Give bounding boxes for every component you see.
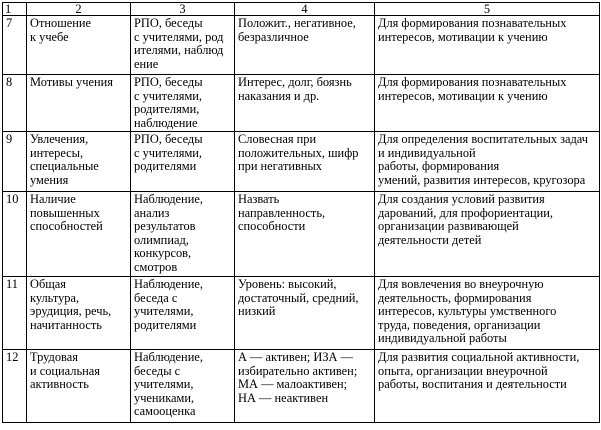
purpose-cell: Для вовлечения во внеурочную деятельность, формирования интересов, культуры умственного труда, поведения, организации индивидуальной работы — [375, 277, 600, 350]
criteria-cell: Положит., негативное, безразличное — [235, 16, 375, 75]
indicator-cell: Трудовая и социальная активность — [27, 350, 131, 423]
purpose-cell: Для развития социальной активности, опыта, организации внеурочной работы, воспитания и деятельности — [375, 350, 600, 423]
table-row — [3, 132, 600, 192]
table-row — [3, 350, 600, 423]
methods-cell: Наблюдение, беседа с учителями, родителями — [131, 277, 235, 350]
indicator-cell: Наличие повышенных способностей — [27, 192, 131, 277]
methods-cell: РПО, беседы с учителями, род ителями, наблюд ение — [131, 16, 235, 75]
column-header-2: 2 — [27, 3, 131, 16]
row-number: 12 — [3, 350, 27, 423]
criteria-cell: Уровень: высокий, достаточный, средний, низкий — [235, 277, 375, 350]
criteria-cell: Словесная при положительных, шифр при негативных — [235, 132, 375, 192]
row-number: 10 — [3, 192, 27, 277]
table-body — [3, 16, 600, 423]
methods-cell: РПО, беседы с учителями, родителями — [131, 132, 235, 192]
column-header-3: 3 — [131, 3, 235, 16]
methods-cell: Наблюдение, анализ результатов олимпиад, конкурсов, смотров — [131, 192, 235, 277]
methods-cell: Наблюдение, беседы с учителями, учениками, самооценка — [131, 350, 235, 423]
table-row — [3, 277, 600, 350]
table-row — [3, 192, 600, 277]
indicator-cell: Мотивы учения — [27, 75, 131, 132]
row-number: 9 — [3, 132, 27, 192]
header-row — [3, 3, 600, 16]
table-header — [3, 3, 600, 16]
indicator-cell: Отношение к учебе — [27, 16, 131, 75]
row-number: 8 — [3, 75, 27, 132]
criteria-cell: А — активен; ИЗА — избирательно активен; МА — малоактивен; НА — неактивен — [235, 350, 375, 423]
indicator-cell: Увлечения, интересы, специальные умения — [27, 132, 131, 192]
indicator-cell: Общая культура, эрудиция, речь, начитанность — [27, 277, 131, 350]
table-row — [3, 16, 600, 75]
column-header-4: 4 — [235, 3, 375, 16]
row-number: 11 — [3, 277, 27, 350]
purpose-cell: Для создания условий развития дарований, для профориентации, организации развивающей деятельности детей — [375, 192, 600, 277]
methods-cell: РПО, беседы с учителями, родителями, наблюдение — [131, 75, 235, 132]
purpose-cell: Для формирования познавательных интересов, мотивации к учению — [375, 75, 600, 132]
column-header-1: 1 — [3, 3, 27, 16]
criteria-cell: Назвать направленность, способности — [235, 192, 375, 277]
column-header-5: 5 — [375, 3, 600, 16]
data-table — [2, 2, 600, 423]
purpose-cell: Для формирования познавательных интересов, мотивации к учению — [375, 16, 600, 75]
criteria-cell: Интерес, долг, боязнь наказания и др. — [235, 75, 375, 132]
purpose-cell: Для определения воспитательных задач и индивидуальной работы, формирования умений, развития интересов, кругозора — [375, 132, 600, 192]
table-row — [3, 75, 600, 132]
row-number: 7 — [3, 16, 27, 75]
